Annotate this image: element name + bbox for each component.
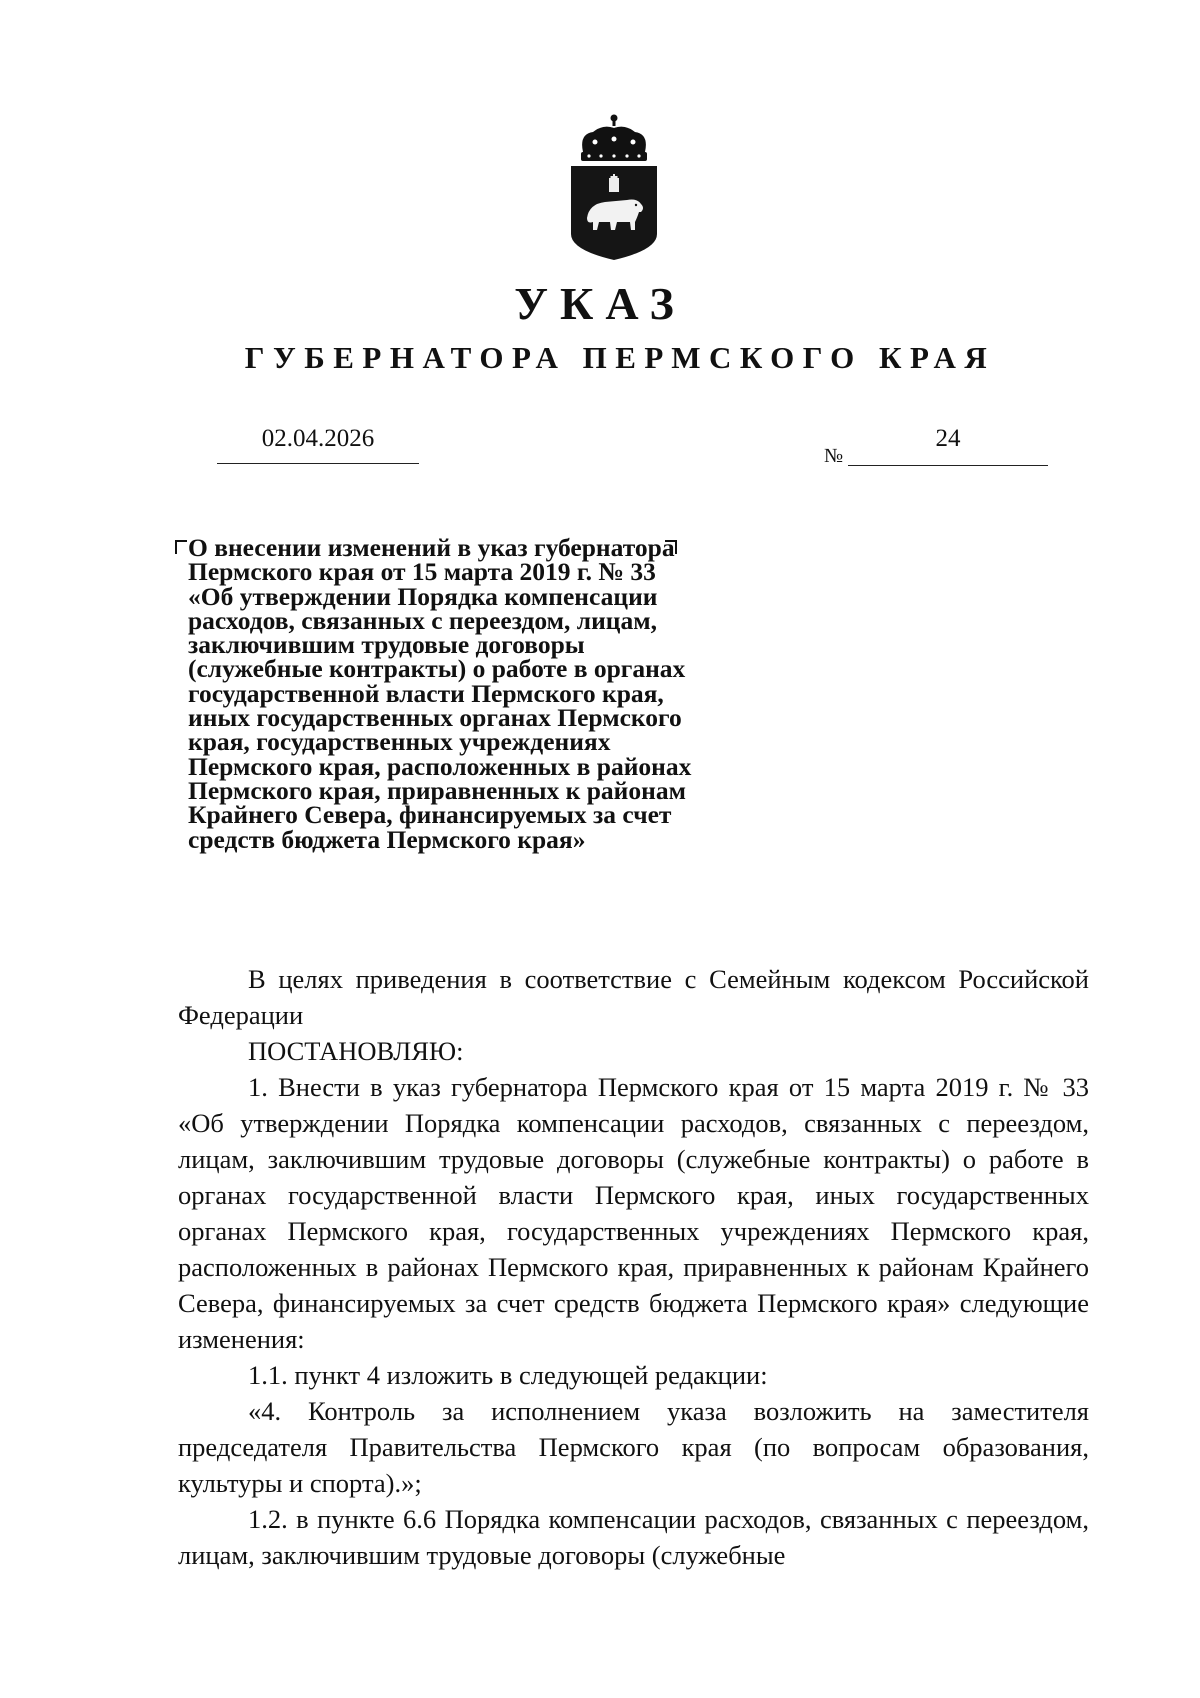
clause-4-new-text-paragraph: «4. Контроль за исполнением указа возложить на заместителя председателя Правительства Пермского края (по вопросам образования, культуры и спорта).»; <box>178 1396 1089 1498</box>
title-corner-mark-left <box>175 540 187 554</box>
document-title-line: О внесении изменений в указ губернатора <box>188 533 675 562</box>
number-underline <box>848 465 1048 466</box>
document-title-line: Крайнего Севера, финансируемых за счет <box>188 800 672 830</box>
clause-1-paragraph: 1. Внести в указ губернатора Пермского края от 15 марта 2019 г. № 33 «Об утверждении Порядка компенсации расходов, связанных с переездом, лицам, заключившим трудовые договоры (служебные контракты) о работе в органах государственной власти Пермского края, иных государственных органах Пермского края, государственных учреждениях Пермского края, расположенных в районах Пермского края, приравненных к районам Крайнего Севера, финансируемых за счет средств бюджета Пермского края» следующие изменения: <box>178 1072 1089 1354</box>
document-title-line: края, государственных учреждениях <box>188 727 611 757</box>
clause-1-1-paragraph: 1.1. пункт 4 изложить в следующей редакции: <box>248 1360 768 1390</box>
document-title-line: иных государственных органах Пермского <box>188 703 682 733</box>
decree-heading: УКАЗ <box>514 278 686 329</box>
document-title-line: Пермского края, приравненных к районам <box>188 775 686 805</box>
document-title-line: расходов, связанных с переездом, лицам, <box>188 605 657 635</box>
clause-1-2-paragraph: 1.2. в пункте 6.6 Порядка компенсации расходов, связанных с переездом, лицам, заключившим трудовые договоры (служебные <box>178 1504 1089 1570</box>
document-title-line: государственной власти Пермского края, <box>188 678 664 708</box>
decree-body <box>178 961 1089 1573</box>
number-sign: № <box>824 445 844 467</box>
document-title-line: средств бюджета Пермского края» <box>188 824 586 854</box>
perm-krai-coat-of-arms-icon <box>565 112 663 262</box>
document-title-line: «Об утверждении Порядка компенсации <box>188 581 658 611</box>
decree-date: 02.04.2026 <box>261 425 375 452</box>
preamble-paragraph: В целях приведения в соответствие с Семейным кодексом Российской Федерации <box>178 964 1089 1030</box>
date-underline <box>217 463 419 464</box>
document-title-line: Пермского края, расположенных в районах <box>188 751 692 781</box>
document-title-line: (служебные контракты) о работе в органах <box>188 654 686 684</box>
issuer-heading: ГУБЕРНАТОРА ПЕРМСКОГО КРАЯ <box>244 340 996 375</box>
decree-number: 24 <box>935 425 961 452</box>
document-title-line: Пермского края от 15 марта 2019 г. № 33 <box>188 557 656 587</box>
resolve-paragraph: ПОСТАНОВЛЯЮ: <box>248 1036 464 1066</box>
document-title <box>188 533 778 854</box>
document-title-line: заключившим трудовые договоры <box>188 630 585 660</box>
